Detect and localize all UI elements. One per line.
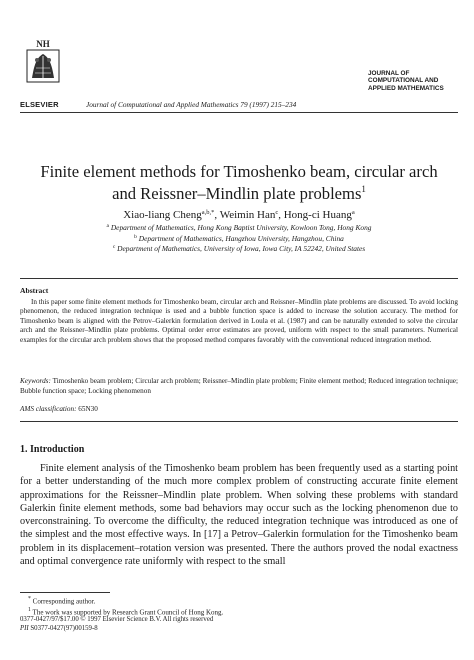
footnote: * Corresponding author.	[28, 596, 96, 606]
footnote: $^1$ The work was supported by Research Grant Council of Hong Kong.	[28, 606, 224, 617]
keywords-label: Keywords:	[20, 377, 51, 385]
elsevier-logo	[26, 38, 60, 84]
keywords	[20, 377, 458, 396]
section-body: Finite element analysis of the Timoshenko beam problem has been frequently used as a starting point for a better understanding of the much more complex problem of constructing accurate finite element approximations for the Reissner–Mindlin plate problem. When solving these problems with standard Galerkin finite element methods, some bad behaviors may occur such as the locking phenomenon due to overconstraining. To overcome the difficulty, the reduced integration technique was introduced as one of the simplest and the most effective ways. In [17] a Petrov–Galerkin formulation for the Timoshenko beam problem in its displacement–rotation version was presented. There the authors proved the nodal exactness and optimal convergence rate uniformly with respect to the small	[20, 463, 458, 568]
journal-brand-line: COMPUTATIONAL AND	[368, 77, 439, 85]
copyright-block	[20, 616, 213, 633]
author-marks: c	[275, 209, 279, 216]
title-footnote-mark: 1	[361, 184, 366, 194]
publisher-name: ELSEVIER	[20, 100, 59, 109]
footnotes	[20, 595, 450, 617]
ams-label: AMS classification:	[20, 405, 77, 413]
abstract-heading: Abstract	[20, 286, 49, 295]
ams-code: 65N30	[78, 405, 98, 413]
affiliation: $^c$ Department of Mathematics, University of Iowa, Iowa City, IA 52242, United States	[112, 244, 366, 254]
author-marks: a	[351, 209, 355, 216]
section-heading: 1. Introduction	[20, 444, 85, 455]
author-name: Weimin Han	[219, 209, 276, 221]
title-line: Finite element methods for Timoshenko beam, circular arch	[40, 162, 438, 181]
affiliation: $^a$ Department of Mathematics, Hong Kong Baptist University, Kowloon Tong, Hong Kong	[106, 223, 372, 232]
header-rule	[20, 112, 458, 113]
logo-letters: NH	[36, 39, 50, 49]
pii-line: PII S0377-0427(97)00159-8	[20, 624, 98, 632]
keywords-text: Timoshenko beam problem; Circular arch problem; Reissner–Mindlin plate problem; Finite element method; Reduced integration technique; Bubble function space; Locking phenomenon	[20, 377, 458, 395]
affiliations	[20, 223, 458, 255]
journal-citation: Journal of Computational and Applied Mathematics 79 (1997) 215–234	[86, 100, 297, 109]
author-list: Xiao-liang Cheng$^{a,b,*}$, Weimin Han$^c$, Hong-ci Huang$^a$	[123, 209, 355, 221]
ams-classification	[20, 405, 98, 413]
journal-brand-line: APPLIED MATHEMATICS	[368, 84, 444, 92]
journal-brand-line: JOURNAL OF	[368, 70, 410, 77]
journal-brand	[368, 70, 468, 92]
title-line: and Reissner–Mindlin plate problems$^1$	[112, 184, 366, 203]
affiliation: $^b$ Department of Mathematics, Hangzhou University, Hangzhou, China	[134, 233, 344, 243]
footnote-rule	[20, 592, 110, 593]
paper-title	[20, 161, 458, 205]
abstract-text: In this paper some finite element methods for Timoshenko beam, circular arch and Reissner–Mindlin plate problems are discussed. To avoid locking phenomenon, the reduced integration technique is used and a bubble function space is added to increase the solution accuracy. The method for Timoshenko beam is aligned with the Petrov–Galerkin formulation derived in Loula et al. (1987) and can be naturally extended to solve the circular arch and the Reissner–Mindlin plate problems. Optimal order error estimates are proved, uniform with respect to the small parameters. Numerical examples for the circular arch problem shows that the proposed method compares favorably with the conventional reduced integration method.	[20, 298, 458, 344]
author-name: Hong-ci Huang	[283, 209, 352, 221]
abstract-bottom-rule	[20, 421, 458, 422]
author-name: Xiao-liang Cheng	[123, 209, 202, 221]
abstract-top-rule	[20, 278, 458, 279]
author-marks: a,b,*	[201, 209, 215, 216]
copyright-line: 0377-0427/97/$17.00 © 1997 Elsevier Science B.V. All rights reserved	[20, 616, 214, 623]
